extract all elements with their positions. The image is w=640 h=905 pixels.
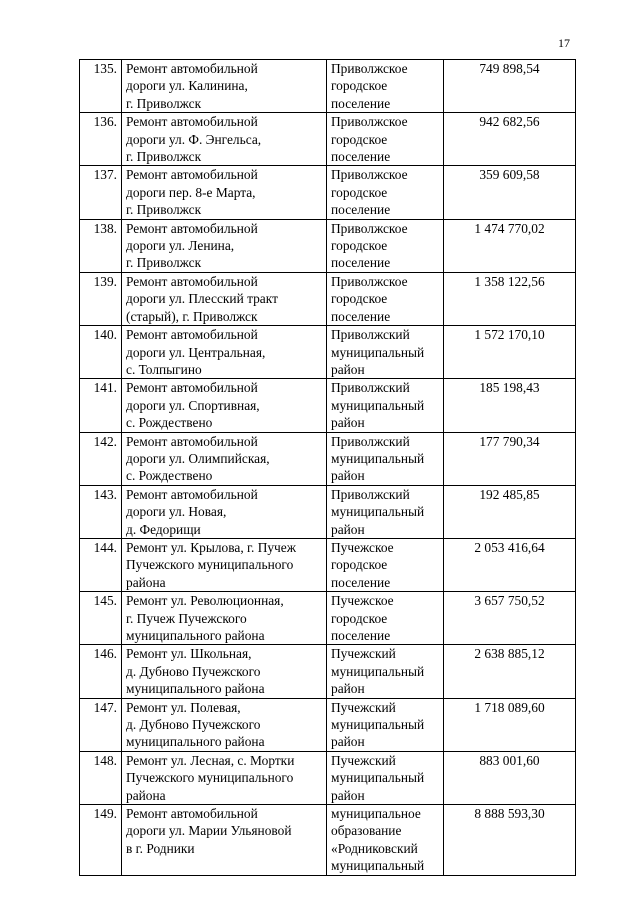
municipality-cell <box>327 113 444 166</box>
municipality-cell <box>327 698 444 751</box>
municipality-line: Приволжское <box>331 273 408 289</box>
municipality-cell <box>327 538 444 591</box>
amount-cell: 1 474 770,02 <box>444 219 576 272</box>
amount-cell: 883 001,60 <box>444 751 576 804</box>
work-description-cell <box>122 272 327 325</box>
municipality-line: Приволжский <box>331 433 410 449</box>
work-description-line: Ремонт автомобильной <box>126 167 258 183</box>
municipality-line: городское <box>331 238 388 254</box>
work-description-cell <box>122 326 327 379</box>
municipality-line: Пучежское <box>331 539 394 555</box>
work-description-line: муниципального района <box>126 734 265 750</box>
work-description-cell <box>122 538 327 591</box>
municipality-line: муниципальный <box>331 663 425 679</box>
work-description-cell <box>122 60 327 113</box>
work-description-cell <box>122 113 327 166</box>
municipality-line: поселение <box>331 628 391 643</box>
table-row <box>80 219 576 272</box>
row-number: 140. <box>80 326 122 379</box>
work-description-cell <box>122 751 327 804</box>
municipality-cell <box>327 379 444 432</box>
row-number: 149. <box>80 805 122 876</box>
work-description-line: района <box>126 787 166 803</box>
table-row <box>80 698 576 751</box>
municipality-cell <box>327 326 444 379</box>
table-row <box>80 805 576 876</box>
page-number: 17 <box>558 36 570 50</box>
municipality-line: Приволжский <box>331 486 410 502</box>
row-number: 144. <box>80 538 122 591</box>
municipality-line: муниципальный <box>331 450 425 466</box>
municipality-line: поселение <box>331 95 391 111</box>
work-description-line: муниципального района <box>126 628 265 643</box>
amount-cell: 3 657 750,52 <box>444 592 576 645</box>
work-description-line: дороги ул. Плесский тракт <box>126 291 278 307</box>
table-body <box>80 60 576 876</box>
amount-cell: 2 053 416,64 <box>444 538 576 591</box>
work-description-line: г. Пучеж Пучежского <box>126 610 247 626</box>
municipality-line: городское <box>331 78 388 94</box>
work-description-line: г. Приволжск <box>126 202 202 218</box>
amount-cell: 1 572 170,10 <box>444 326 576 379</box>
row-number: 141. <box>80 379 122 432</box>
amount-cell: 359 609,58 <box>444 166 576 219</box>
table-row <box>80 538 576 591</box>
work-description-line: (старый), г. Приволжск <box>126 308 258 324</box>
municipality-cell <box>327 485 444 538</box>
municipality-line: муниципальное <box>331 806 421 822</box>
municipality-line: «Родниковский <box>331 840 418 856</box>
municipality-line: поселение <box>331 574 391 590</box>
municipality-line: поселение <box>331 202 391 218</box>
work-description-line: Ремонт автомобильной <box>126 220 258 236</box>
work-description-line: Ремонт автомобильной <box>126 327 258 343</box>
amount-cell: 942 682,56 <box>444 113 576 166</box>
work-description-line: Ремонт автомобильной <box>126 486 258 502</box>
municipality-line: городское <box>331 610 388 626</box>
municipality-line: муниципальный <box>331 397 425 413</box>
row-number: 148. <box>80 751 122 804</box>
table-row <box>80 166 576 219</box>
work-description-line: Ремонт ул. Лесная, с. Мортки <box>126 752 295 768</box>
work-description-cell <box>122 485 327 538</box>
municipality-line: городское <box>331 184 388 200</box>
row-number: 145. <box>80 592 122 645</box>
municipality-line: район <box>331 787 365 803</box>
work-description-line: с. Толпыгино <box>126 361 202 377</box>
municipality-line: муниципальный <box>331 858 425 874</box>
municipality-line: Пучежское <box>331 593 394 609</box>
amount-cell: 192 485,85 <box>444 485 576 538</box>
work-description-line: в г. Родники <box>126 840 195 856</box>
municipality-line: городское <box>331 557 388 573</box>
row-number: 136. <box>80 113 122 166</box>
work-description-line: Ремонт автомобильной <box>126 114 258 130</box>
municipality-line: Пучежский <box>331 699 396 715</box>
work-description-cell <box>122 432 327 485</box>
municipality-cell <box>327 432 444 485</box>
municipality-line: район <box>331 415 365 431</box>
work-description-cell <box>122 219 327 272</box>
municipality-line: Пучежский <box>331 646 396 662</box>
work-description-cell <box>122 645 327 698</box>
municipality-line: городское <box>331 291 388 307</box>
amount-cell: 185 198,43 <box>444 379 576 432</box>
row-number: 146. <box>80 645 122 698</box>
municipality-line: муниципальный <box>331 770 425 786</box>
work-description-line: Ремонт ул. Школьная, <box>126 646 252 662</box>
work-description-line: д. Дубново Пучежского <box>126 717 261 733</box>
work-description-line: Ремонт ул. Полевая, <box>126 699 241 715</box>
row-number: 143. <box>80 485 122 538</box>
municipality-line: поселение <box>331 149 391 165</box>
work-description-line: дороги ул. Олимпийская, <box>126 450 270 466</box>
amount-cell: 8 888 593,30 <box>444 805 576 876</box>
municipality-cell <box>327 272 444 325</box>
row-number: 147. <box>80 698 122 751</box>
work-description-line: Пучежского муниципального <box>126 770 294 786</box>
work-description-line: Ремонт автомобильной <box>126 806 258 822</box>
municipality-line: образование <box>331 823 402 839</box>
work-description-line: дороги ул. Спортивная, <box>126 397 260 413</box>
row-number: 135. <box>80 60 122 113</box>
work-description-cell <box>122 379 327 432</box>
row-number: 137. <box>80 166 122 219</box>
work-description-cell <box>122 166 327 219</box>
municipality-line: Приволжское <box>331 220 408 236</box>
municipality-cell <box>327 805 444 876</box>
road-repair-table <box>79 59 576 876</box>
table-row <box>80 379 576 432</box>
table-row <box>80 432 576 485</box>
municipality-line: Приволжское <box>331 114 408 130</box>
amount-cell: 749 898,54 <box>444 60 576 113</box>
amount-cell: 1 358 122,56 <box>444 272 576 325</box>
work-description-line: дороги ул. Ф. Энгельса, <box>126 131 262 147</box>
municipality-line: район <box>331 468 365 484</box>
municipality-line: Приволжский <box>331 327 410 343</box>
work-description-line: дороги пер. 8-е Марта, <box>126 184 256 200</box>
municipality-line: муниципальный <box>331 717 425 733</box>
work-description-line: Ремонт автомобильной <box>126 433 258 449</box>
work-description-line: Ремонт автомобильной <box>126 61 258 76</box>
row-number: 142. <box>80 432 122 485</box>
work-description-line: Ремонт автомобильной <box>126 273 258 289</box>
table-row <box>80 645 576 698</box>
work-description-cell <box>122 805 327 876</box>
municipality-line: Приволжское <box>331 167 408 183</box>
work-description-line: дороги ул. Новая, <box>126 504 227 520</box>
municipality-cell <box>327 60 444 113</box>
work-description-line: Ремонт ул. Революционная, <box>126 593 284 609</box>
municipality-line: Пучежский <box>331 752 396 768</box>
municipality-cell <box>327 166 444 219</box>
work-description-line: Ремонт ул. Крылова, г. Пучеж <box>126 539 296 555</box>
table-row <box>80 751 576 804</box>
municipality-line: муниципальный <box>331 504 425 520</box>
table-row <box>80 60 576 113</box>
table-row <box>80 326 576 379</box>
work-description-line: дороги ул. Калинина, <box>126 78 248 94</box>
work-description-cell <box>122 698 327 751</box>
work-description-line: района <box>126 574 166 590</box>
work-description-line: г. Приволжск <box>126 95 202 111</box>
municipality-line: Приволжский <box>331 380 410 396</box>
municipality-line: муниципальный <box>331 344 425 360</box>
amount-cell: 1 718 089,60 <box>444 698 576 751</box>
table-row <box>80 113 576 166</box>
municipality-line: городское <box>331 131 388 147</box>
municipality-line: поселение <box>331 308 391 324</box>
municipality-cell <box>327 751 444 804</box>
work-description-line: д. Дубново Пучежского <box>126 663 261 679</box>
work-description-line: г. Приволжск <box>126 255 202 271</box>
municipality-cell <box>327 219 444 272</box>
municipality-cell <box>327 645 444 698</box>
municipality-line: район <box>331 681 365 697</box>
work-description-line: с. Рождествено <box>126 468 213 484</box>
municipality-line: район <box>331 734 365 750</box>
work-description-line: Пучежского муниципального <box>126 557 294 573</box>
work-description-line: дороги ул. Ленина, <box>126 238 235 254</box>
row-number: 139. <box>80 272 122 325</box>
work-description-line: д. Федорищи <box>126 521 201 537</box>
municipality-cell <box>327 592 444 645</box>
table-row <box>80 592 576 645</box>
work-description-line: Ремонт автомобильной <box>126 380 258 396</box>
work-description-line: дороги ул. Марии Ульяновой <box>126 823 292 839</box>
work-description-line: муниципального района <box>126 681 265 697</box>
amount-cell: 177 790,34 <box>444 432 576 485</box>
amount-cell: 2 638 885,12 <box>444 645 576 698</box>
municipality-line: Приволжское <box>331 61 408 76</box>
row-number: 138. <box>80 219 122 272</box>
table-row <box>80 485 576 538</box>
municipality-line: район <box>331 361 365 377</box>
work-description-line: г. Приволжск <box>126 149 202 165</box>
municipality-line: район <box>331 521 365 537</box>
municipality-line: поселение <box>331 255 391 271</box>
work-description-line: с. Рождествено <box>126 415 213 431</box>
work-description-cell <box>122 592 327 645</box>
table-row <box>80 272 576 325</box>
work-description-line: дороги ул. Центральная, <box>126 344 266 360</box>
